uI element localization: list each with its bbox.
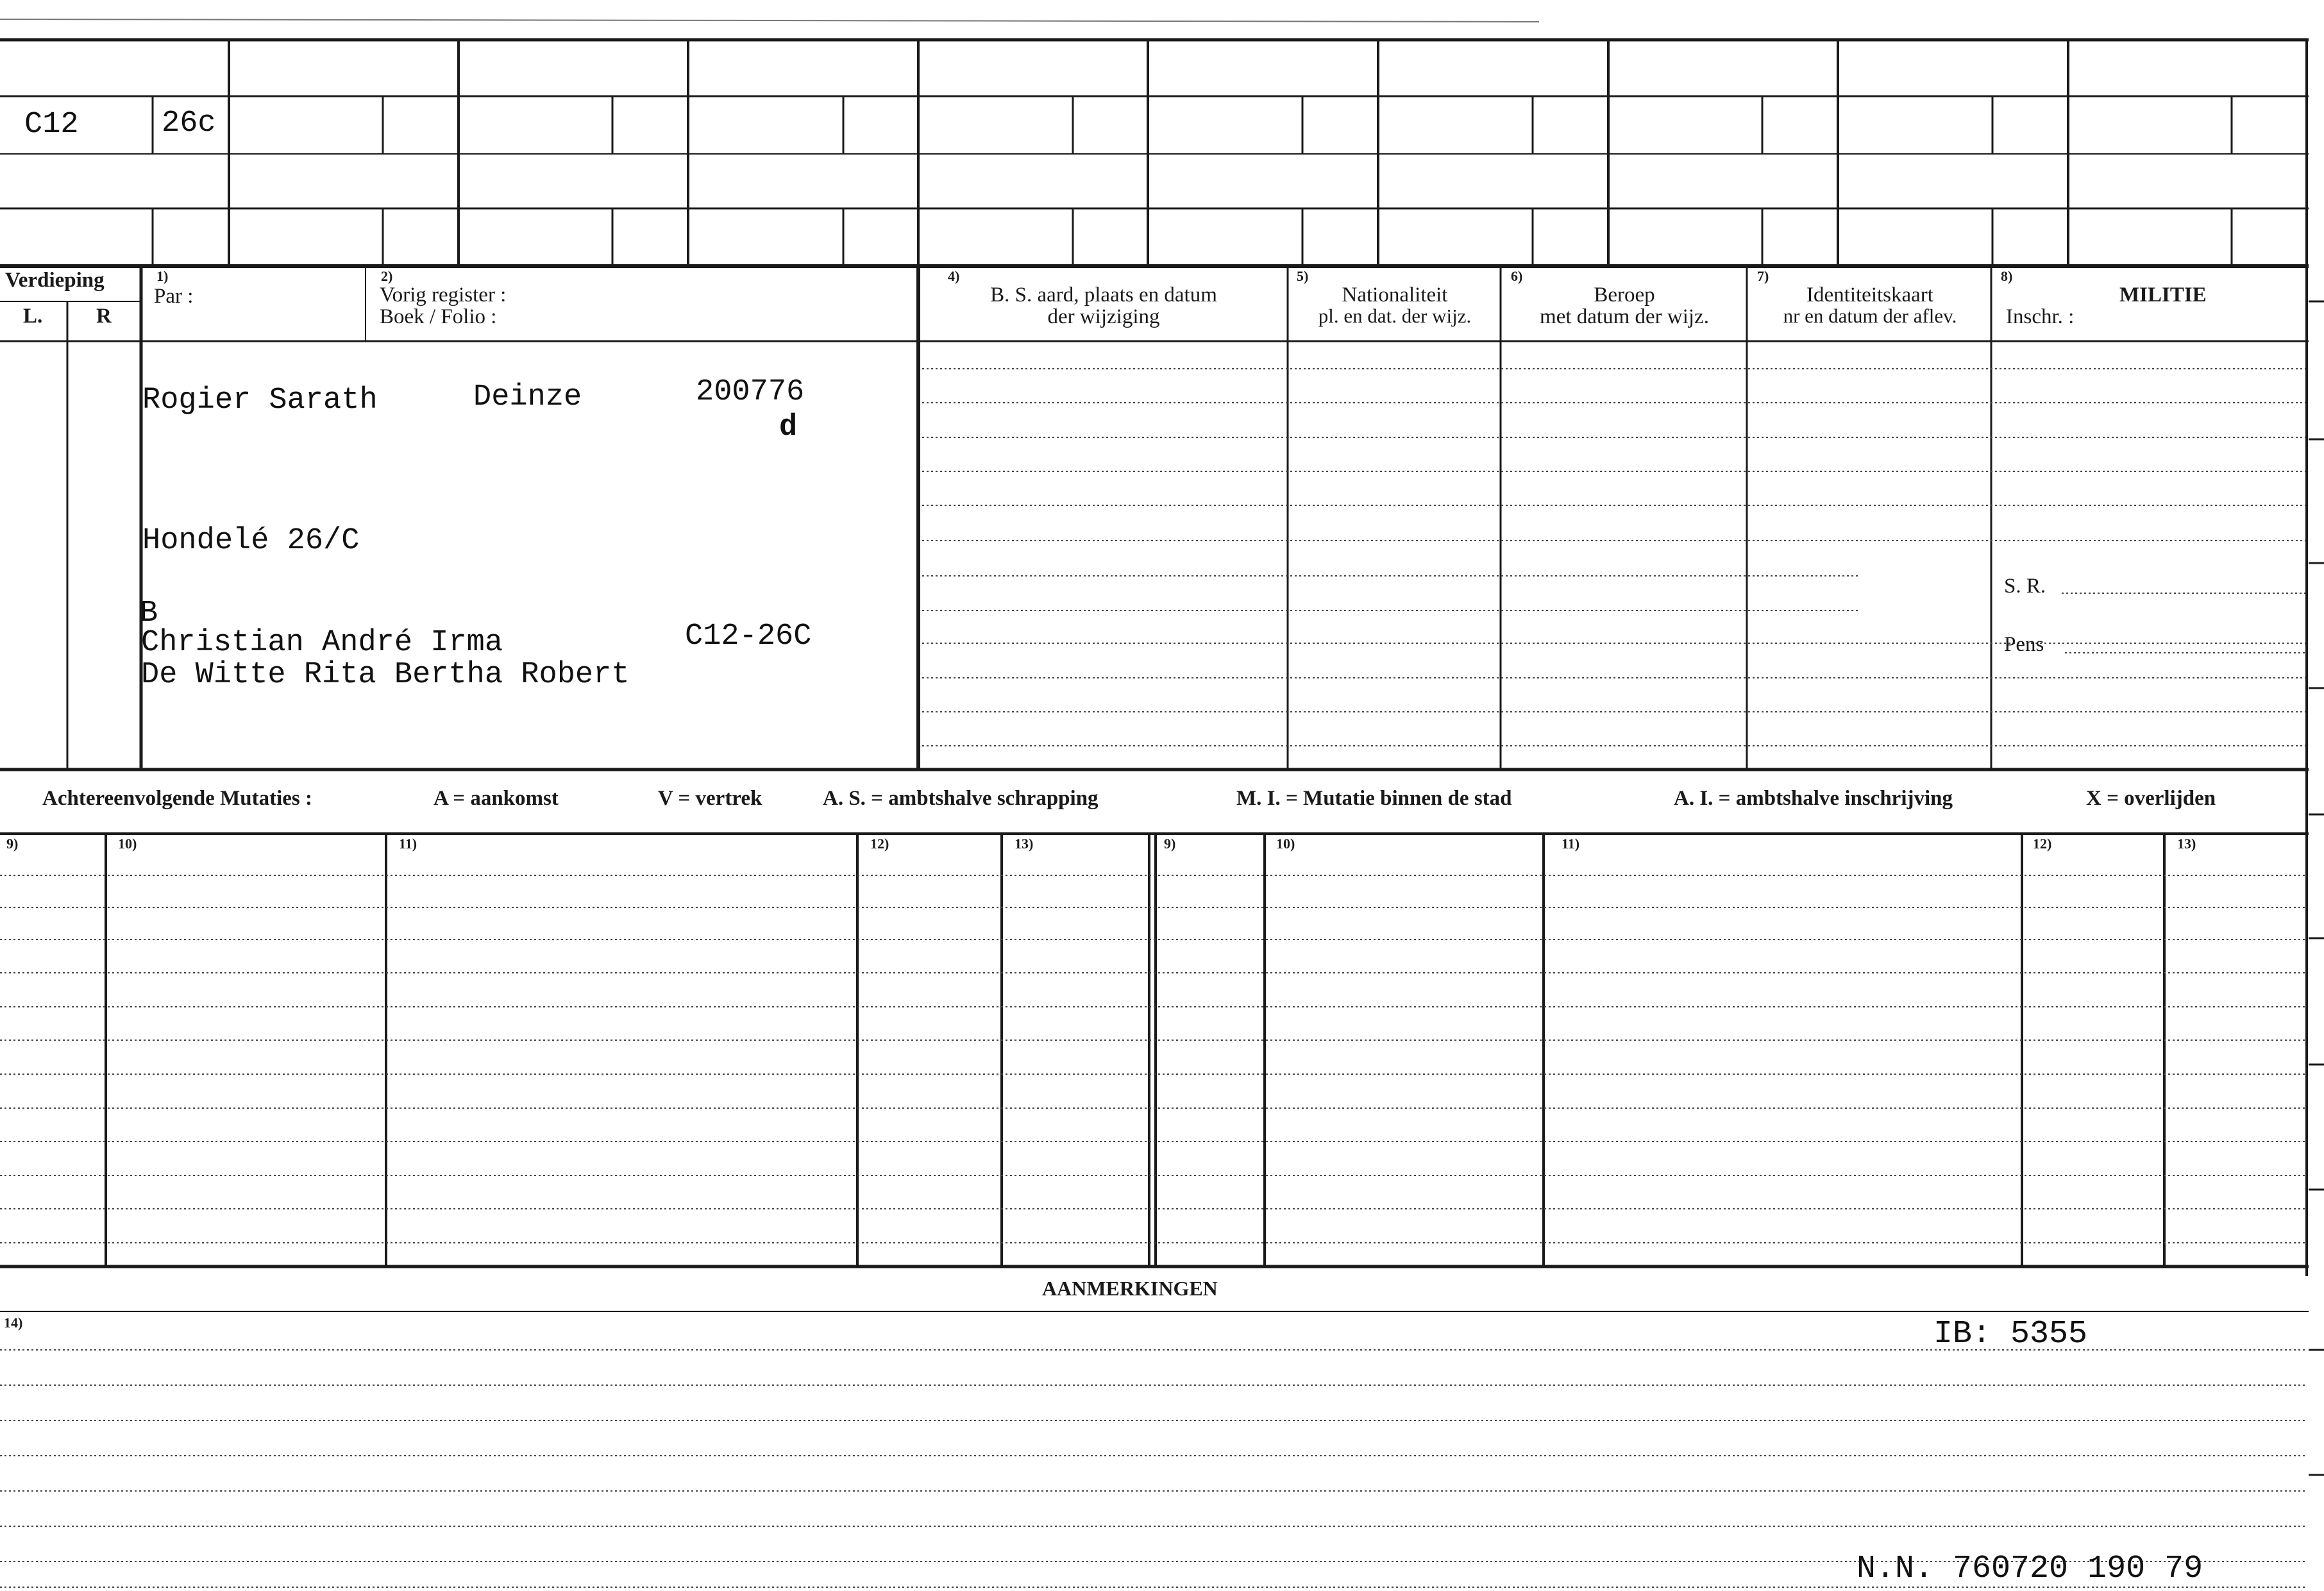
house-number: 26c bbox=[162, 106, 216, 140]
militie-inschr: Inschr. : bbox=[2006, 305, 2075, 328]
col2-number: 2) bbox=[381, 268, 393, 284]
col7-line1: Identiteitskaart bbox=[1806, 283, 1933, 307]
mut-col-12-right: 12) bbox=[2033, 836, 2052, 852]
mut-col-13-right: 13) bbox=[2177, 836, 2196, 852]
legend-title: Achtereenvolgende Mutaties : bbox=[42, 787, 312, 810]
legend-v: V = vertrek bbox=[658, 787, 762, 810]
remarks-title: AANMERKINGEN bbox=[1042, 1277, 1218, 1300]
militie-sr: S. R. bbox=[2004, 575, 2046, 598]
col5-line1: Nationaliteit bbox=[1342, 283, 1448, 307]
col5-number: 5) bbox=[1297, 268, 1309, 284]
verdieping-l: L. bbox=[23, 305, 43, 328]
col5-line2: pl. en dat. der wijz. bbox=[1318, 305, 1472, 327]
legend-ai: A. I. = ambtshalve inschrijving bbox=[1674, 787, 1953, 810]
col4-line1: B. S. aard, plaats en datum bbox=[990, 283, 1217, 307]
mut-col-12-left: 12) bbox=[870, 836, 889, 852]
col6-line2: met datum der wijz. bbox=[1540, 305, 1709, 328]
col6-line1: Beroep bbox=[1594, 283, 1655, 307]
col8-number: 8) bbox=[2001, 268, 2013, 284]
entry-marker: d bbox=[779, 410, 798, 444]
mut-col-9-right: 9) bbox=[1164, 836, 1176, 852]
col4-line2: der wijziging bbox=[1047, 305, 1160, 328]
mut-col-11-left: 11) bbox=[399, 836, 417, 852]
legend-a: A = aankomst bbox=[434, 787, 559, 810]
col6-number: 6) bbox=[1511, 268, 1523, 284]
entry-name: Rogier Sarath bbox=[142, 383, 378, 417]
col2-line2: Boek / Folio : bbox=[380, 305, 497, 328]
remarks-number: 14) bbox=[4, 1315, 23, 1331]
legend-mi: M. I. = Mutatie binnen de stad bbox=[1236, 787, 1512, 810]
remarks-nn: N.N. 760720 190 79 bbox=[1857, 1551, 2203, 1587]
section-code: C12 bbox=[24, 108, 79, 142]
col7-number: 7) bbox=[1757, 268, 1769, 284]
col1-label: Par : bbox=[154, 285, 194, 308]
remarks-ib: IB: 5355 bbox=[1933, 1316, 2088, 1352]
entry-parent2: De Witte Rita Bertha Robert bbox=[141, 658, 630, 692]
militie-pens: Pens bbox=[2004, 633, 2044, 656]
mut-col-9-left: 9) bbox=[6, 836, 19, 852]
col2-line1: Vorig register : bbox=[380, 283, 507, 307]
legend-as: A. S. = ambtshalve schrapping bbox=[823, 787, 1099, 810]
entry-date: 200776 bbox=[696, 375, 805, 409]
legend-x: X = overlijden bbox=[2086, 787, 2216, 810]
col7-line2: nr en datum der aflev. bbox=[1783, 305, 1957, 327]
entry-code: C12-26C bbox=[685, 619, 812, 653]
verdieping-label: Verdieping bbox=[5, 269, 105, 292]
entry-b: B bbox=[140, 596, 158, 630]
entry-address: Hondelé 26/C bbox=[142, 524, 360, 558]
entry-parent1: Christian André Irma bbox=[141, 626, 503, 660]
militie-title: MILITIE bbox=[2119, 283, 2207, 307]
verdieping-r: R bbox=[96, 305, 112, 328]
col4-number: 4) bbox=[948, 268, 960, 284]
mut-col-11-right: 11) bbox=[1562, 836, 1580, 852]
mut-col-13-left: 13) bbox=[1015, 836, 1034, 852]
mut-col-10-left: 10) bbox=[118, 836, 137, 852]
mut-col-10-right: 10) bbox=[1276, 836, 1295, 852]
entry-place: Deinze bbox=[473, 380, 582, 414]
col1-number: 1) bbox=[156, 268, 169, 284]
